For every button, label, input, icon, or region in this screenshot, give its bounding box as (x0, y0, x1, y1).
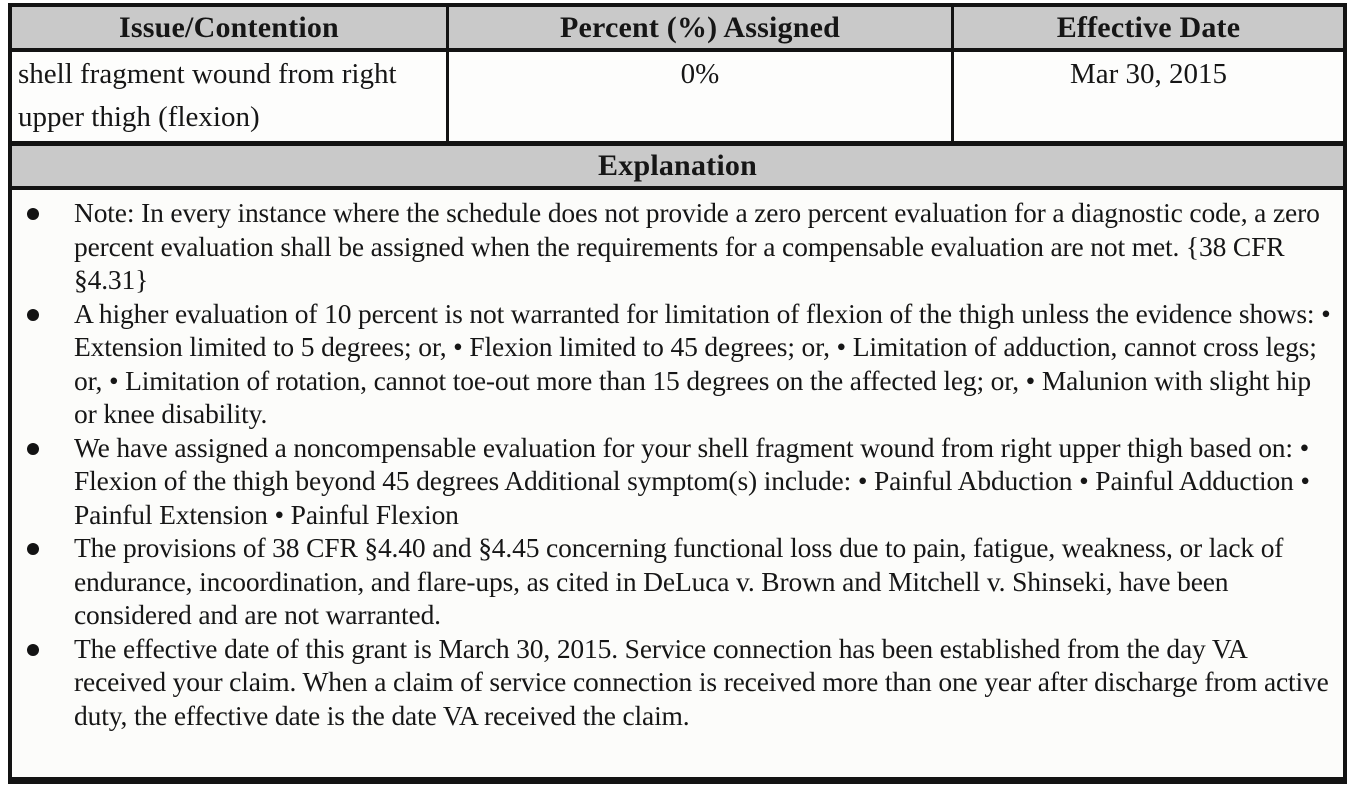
list-item (12, 196, 1337, 297)
list-item (12, 632, 1337, 733)
issue-contention-cell: shell fragment wound from right upper thigh (flexion) (12, 52, 449, 141)
rating-table-row (12, 52, 1343, 146)
list-item (12, 431, 1337, 532)
bullet-icon (27, 309, 39, 321)
bullet-icon (27, 543, 39, 555)
percent-assigned-cell: 0% (449, 52, 954, 141)
bullet-text: Note: In every instance where the schedule does not provide a zero percent evaluation for a diagnostic code, a zero percent evaluation shall be assigned when the requirements for a compensable evaluation are not met. {38 CFR §4.31} (74, 197, 1320, 295)
explanation-body (12, 190, 1343, 777)
bullet-text: The provisions of 38 CFR §4.40 and §4.45 concerning functional loss due to pain, fatigue, weakness, or lack of endurance, incoordination, and flare-ups, as cited in DeLuca v. Brown and Mitchell v. Shinseki, have been considered and are not warranted. (74, 532, 1284, 630)
bullet-text: The effective date of this grant is March 30, 2015. Service connection has been established from the day VA received your claim. When a claim of service connection is received more than one year after discharge from active duty, the effective date is the date VA received the claim. (74, 632, 1329, 731)
bullet-text: A higher evaluation of 10 percent is not warranted for limitation of flexion of the thigh unless the evidence shows: • Extension limited to 5 degrees; or, • Flexion limited to 45 degrees; or, • Limitation of adduction, cannot cross legs; or, • Limitation of rotation, cannot toe-out more than 15 degrees on the affected leg; or, • Malunion with slight hip or knee disability. (74, 297, 1331, 429)
explanation-section-title: Explanation (12, 146, 1343, 190)
column-header-effective-date: Effective Date (1056, 11, 1241, 44)
list-item (12, 297, 1337, 431)
bullet-icon (27, 443, 39, 455)
bullet-icon (27, 644, 39, 656)
bullet-icon (27, 208, 39, 220)
rating-decision-document (8, 3, 1347, 784)
effective-date-cell: Mar 30, 2015 (1069, 58, 1228, 90)
column-header-issue-contention: Issue/Contention (12, 7, 449, 48)
explanation-list (12, 196, 1337, 732)
rating-table-header-row (12, 7, 1343, 52)
list-item (12, 531, 1337, 632)
column-header-percent-assigned: Percent (%) Assigned (449, 7, 954, 48)
bullet-text: We have assigned a noncompensable evaluation for your shell fragment wound from right upper thigh based on: • Flexion of the thigh beyond 45 degrees Additional symptom(s) include: • Painful Abduction • Painful Adduction • Painful Extension • Painful Flexion (74, 431, 1310, 530)
